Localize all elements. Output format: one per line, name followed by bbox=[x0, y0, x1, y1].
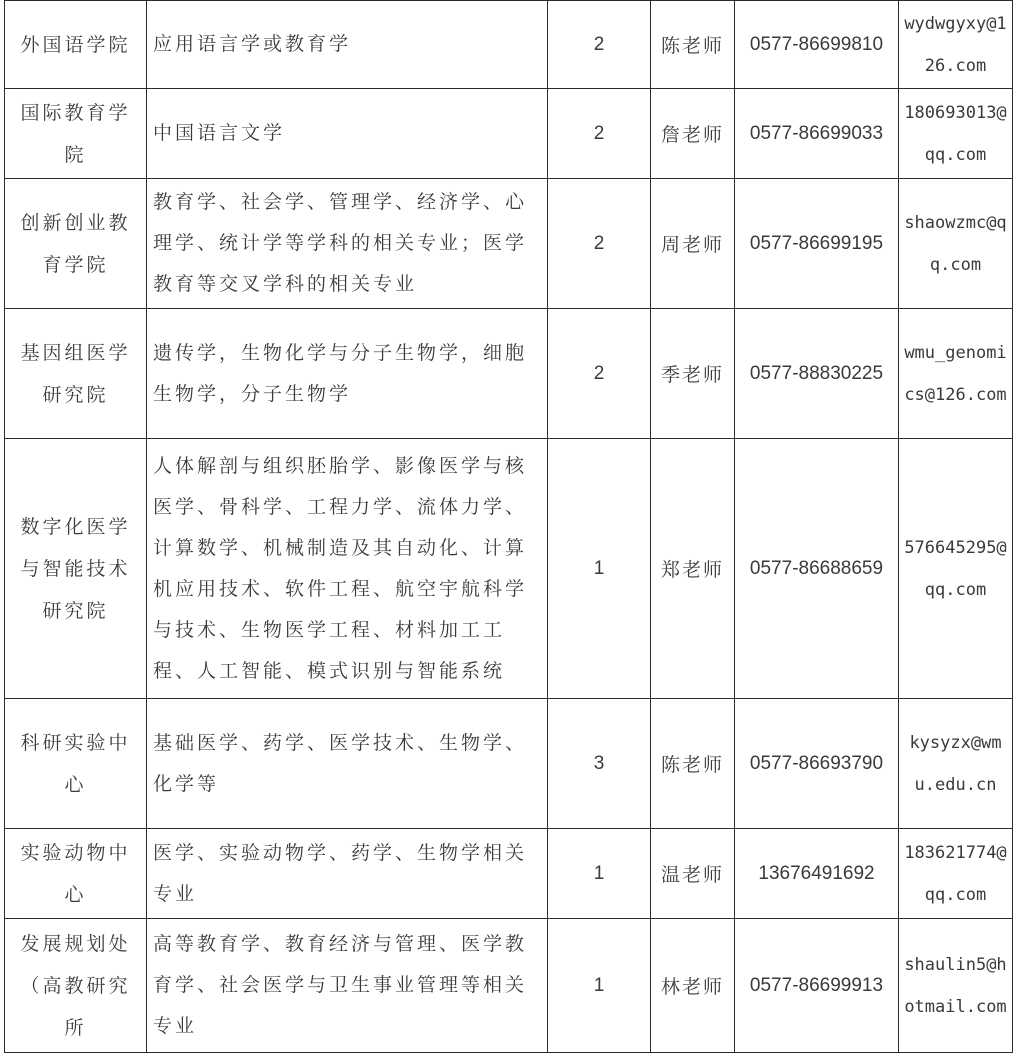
contact-cell: 季老师 bbox=[651, 309, 735, 439]
email-cell: shaulin5@hotmail.com bbox=[899, 919, 1013, 1053]
count-cell: 3 bbox=[548, 699, 651, 829]
count-cell: 1 bbox=[548, 829, 651, 919]
contact-cell: 陈老师 bbox=[651, 1, 735, 89]
unit-cell: 基因组医学研究院 bbox=[5, 309, 147, 439]
recruitment-table bbox=[4, 0, 1013, 1053]
count-cell: 2 bbox=[548, 89, 651, 179]
major-cell: 医学、实验动物学、药学、生物学相关专业 bbox=[147, 829, 548, 919]
table-row bbox=[5, 919, 1013, 1053]
phone-cell: 0577-88830225 bbox=[735, 309, 899, 439]
phone-cell: 13676491692 bbox=[735, 829, 899, 919]
phone-cell: 0577-86699033 bbox=[735, 89, 899, 179]
major-cell: 中国语言文学 bbox=[147, 89, 548, 179]
email-cell: wmu_genomics@126.com bbox=[899, 309, 1013, 439]
table-row bbox=[5, 699, 1013, 829]
unit-cell: 创新创业教育学院 bbox=[5, 179, 147, 309]
contact-cell: 陈老师 bbox=[651, 699, 735, 829]
table-row bbox=[5, 439, 1013, 699]
count-cell: 2 bbox=[548, 179, 651, 309]
email-cell: kysyzx@wmu.edu.cn bbox=[899, 699, 1013, 829]
email-cell: 576645295@qq.com bbox=[899, 439, 1013, 699]
count-cell: 2 bbox=[548, 1, 651, 89]
email-cell: shaowzmc@qq.com bbox=[899, 179, 1013, 309]
major-cell: 基础医学、药学、医学技术、生物学、化学等 bbox=[147, 699, 548, 829]
major-cell: 教育学、社会学、管理学、经济学、心理学、统计学等学科的相关专业；医学教育等交叉学科的相关专业 bbox=[147, 179, 548, 309]
email-cell: 180693013@qq.com bbox=[899, 89, 1013, 179]
email-cell: 183621774@qq.com bbox=[899, 829, 1013, 919]
count-cell: 1 bbox=[548, 439, 651, 699]
table-row bbox=[5, 89, 1013, 179]
major-cell: 人体解剖与组织胚胎学、影像医学与核医学、骨科学、工程力学、流体力学、计算数学、机械制造及其自动化、计算机应用技术、软件工程、航空宇航科学与技术、生物医学工程、材料加工工程、人工智能、模式识别与智能系统 bbox=[147, 439, 548, 699]
table-row bbox=[5, 179, 1013, 309]
table-row bbox=[5, 309, 1013, 439]
contact-cell: 温老师 bbox=[651, 829, 735, 919]
phone-cell: 0577-86699195 bbox=[735, 179, 899, 309]
phone-cell: 0577-86699913 bbox=[735, 919, 899, 1053]
contact-cell: 周老师 bbox=[651, 179, 735, 309]
unit-cell: 国际教育学院 bbox=[5, 89, 147, 179]
major-cell: 应用语言学或教育学 bbox=[147, 1, 548, 89]
contact-cell: 郑老师 bbox=[651, 439, 735, 699]
phone-cell: 0577-86699810 bbox=[735, 1, 899, 89]
major-cell: 遗传学，生物化学与分子生物学，细胞生物学，分子生物学 bbox=[147, 309, 548, 439]
major-cell: 高等教育学、教育经济与管理、医学教育学、社会医学与卫生事业管理等相关专业 bbox=[147, 919, 548, 1053]
count-cell: 1 bbox=[548, 919, 651, 1053]
phone-cell: 0577-86693790 bbox=[735, 699, 899, 829]
table-row bbox=[5, 829, 1013, 919]
contact-cell: 林老师 bbox=[651, 919, 735, 1053]
email-cell: wydwgyxy@126.com bbox=[899, 1, 1013, 89]
unit-cell: 外国语学院 bbox=[5, 1, 147, 89]
unit-cell: 数字化医学与智能技术研究院 bbox=[5, 439, 147, 699]
count-cell: 2 bbox=[548, 309, 651, 439]
phone-cell: 0577-86688659 bbox=[735, 439, 899, 699]
unit-cell: 实验动物中心 bbox=[5, 829, 147, 919]
unit-cell: 发展规划处（高教研究所 bbox=[5, 919, 147, 1053]
table-row bbox=[5, 1, 1013, 89]
unit-cell: 科研实验中心 bbox=[5, 699, 147, 829]
contact-cell: 詹老师 bbox=[651, 89, 735, 179]
